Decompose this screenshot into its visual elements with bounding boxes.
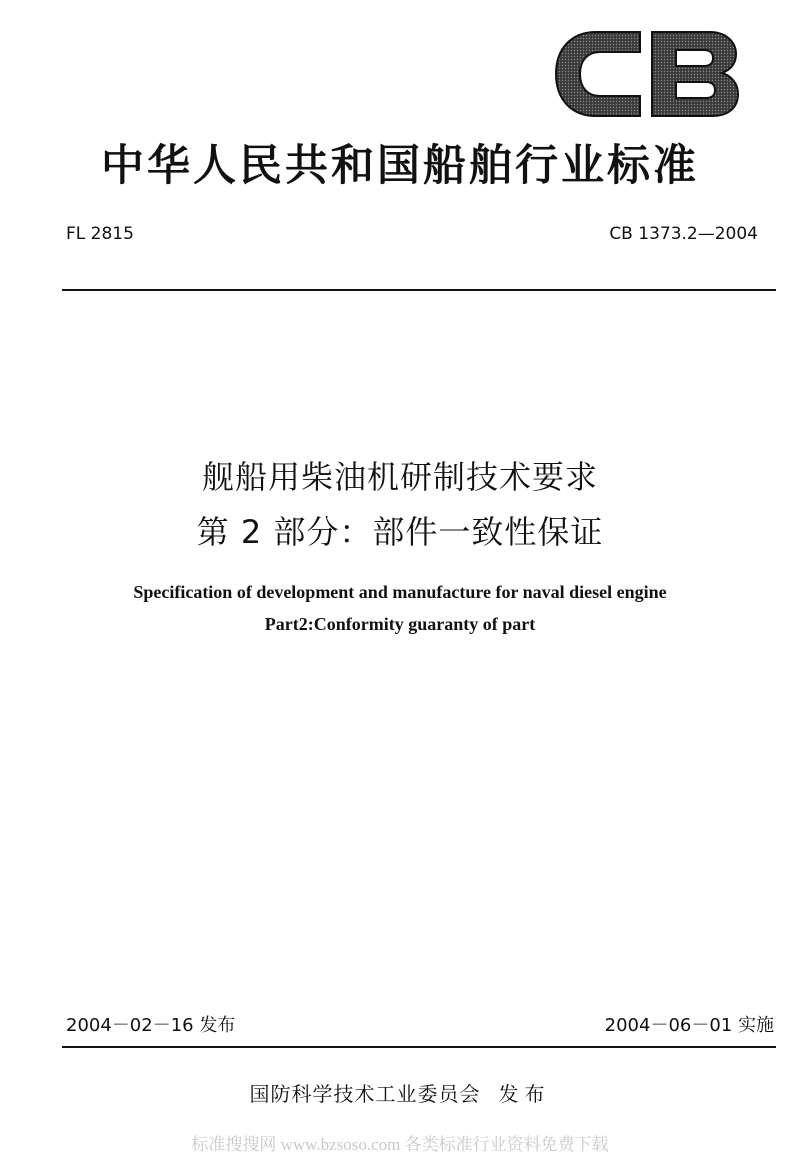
title-cn-line1: 舰船用柴油机研制技术要求 <box>201 458 598 496</box>
title-en-line2: Part2:Conformity guaranty of part <box>264 614 536 634</box>
footer-divider <box>62 1046 776 1048</box>
watermark-link[interactable]: 标准搜搜网 www.bzsoso.com 各类标准行业资料免费下载 <box>191 1135 609 1154</box>
header-divider <box>62 289 776 291</box>
title-en-line1: Specification of development and manufacture for naval diesel engine <box>133 582 667 602</box>
cb-logo <box>552 28 740 120</box>
standard-number: CB 1373.2—2004 <box>609 224 758 244</box>
publisher-name: 国防科学技术工业委员会 <box>249 1082 481 1106</box>
classification-code: FL 2815 <box>66 224 134 244</box>
main-title: 中华人民共和国船舶行业标准 <box>101 141 699 191</box>
implement-date: 2004－06－01 实施 <box>604 1015 774 1036</box>
title-cn-line2: 第 2 部分：部件一致性保证 <box>196 513 604 551</box>
issue-date: 2004－02－16 发布 <box>66 1015 236 1036</box>
publisher <box>0 1078 800 1107</box>
publisher-action: 发布 <box>498 1082 551 1106</box>
